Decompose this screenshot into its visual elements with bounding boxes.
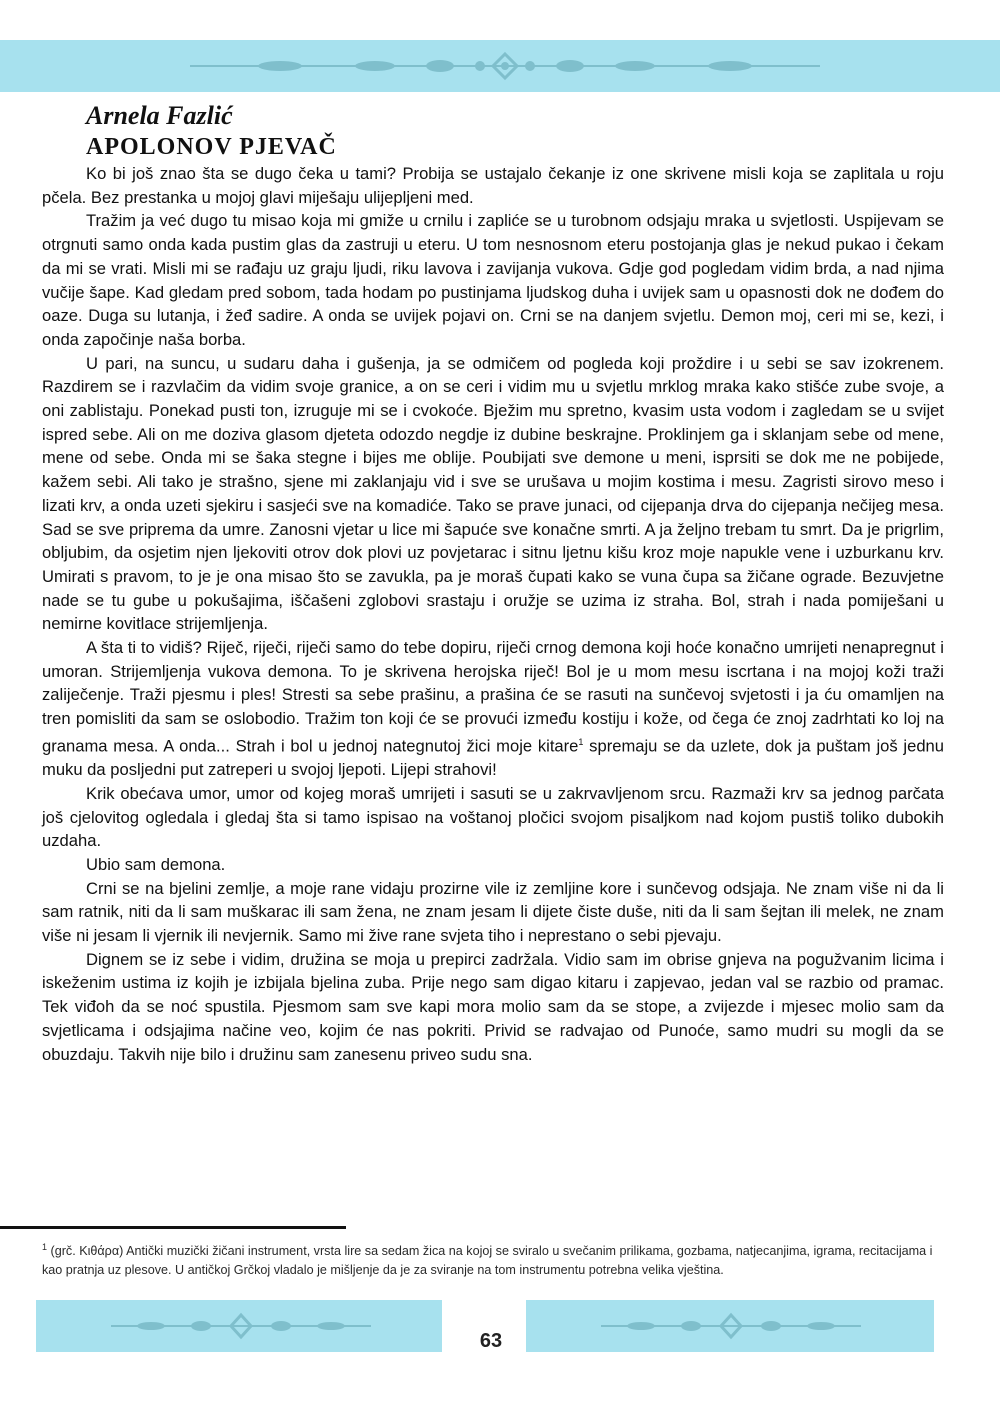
paragraph: Ubio sam demona.: [86, 854, 226, 874]
article-title: APOLONOV PJEVAČ: [86, 134, 337, 160]
paragraph: Krik obećava umor, umor od kojeg moraš umrijeti i sasuti se u zakrvavljenom srcu. Razmaži krv sa jednog parčata još cjelovitog ogledala i gledaj šta si tamo ispisao na voštanoj pločici svojom pisaljkom nad kojom pustiš toliko dubokih uzdaha.: [42, 783, 944, 851]
author-name: Arnela Fazlić: [86, 101, 233, 130]
paragraph-text: spremaju se da uzlete, dok ja puštam još jednu muku da posljedni put zatreperi u svojoj ljepoti. Lijepi strahovi!: [42, 736, 944, 780]
paragraph: Dignem se iz sebe i vidim, družina se moja u prepirci zadržala. Vidio sam im obrise gnjeva na pogužvanim licima i iskeženim ustima iz kojih je izbijala bjelina zuba. Prije nego sam digao kitaru i zapjevao, jedan val se razbio od pramac. Tek viđoh da se noć spustila. Pjesmom sam sve kapi mora molio sam da se stope, a zvijezde i mjesec molio sam da svjetlicama i odsjajima načine veo, kojim će nas pokriti. Privid se radvajao od Punoće, samo mudri su mogli da se obuzdaju. Takvih nije bilo i družinu sam zanesenu priveo sudu sna.: [42, 949, 944, 1064]
article: [42, 100, 944, 1066]
flourish-ornament-icon: [190, 50, 820, 82]
footnote: [42, 1238, 942, 1280]
flourish-ornament-icon: [111, 1312, 371, 1340]
flourish-ornament-icon: [601, 1312, 861, 1340]
paragraph-text: A šta ti to vidiš? Riječ, riječi, riječi samo do tebe dopiru, riječi crnog demona koji hoće konačno umrijeti nenapregnut i umoran. Strijemljenja vukova demona. To je skrivena herojska riječ! Bol je u mom mesu iscrtana i na mojoj koži traži zaliječenje. Traži pjesmu i ples! Stresti sa sebe prašinu, a prašina će se rasuti na sunčevoj svjetosti i ja ću omamljen na tren pomisliti da sam se oslobodio. Tražim ton koji će se provući između kostiju i kože, od čega će znoj zadrhtati ko loj na granama mesa. A onda... Strah i bol u jednoj nategnutoj žici moje kitare: [42, 638, 944, 756]
footer-band-right: [526, 1300, 934, 1352]
footnote-divider: [0, 1226, 346, 1229]
header-band: [0, 40, 1000, 92]
paragraph: Ko bi još znao šta se dugo čeka u tami? Probija se ustajalo čekanje iz one skrivene misli koja se zaplitala u roju pčela. Bez prestanka u mojoj glavi miješaju ulijepljeni med.: [42, 164, 944, 207]
paragraph: Tražim ja već dugo tu misao koja mi gmiže u crnilu i zapliće se u turobnom odsjaju mraka u svjetlosti. Uspijevam se otrgnuti samo onda kada pustim glas da zastruji u eteru. U tom nesnosnom eteru postojanja glas je nekud pukao i čekam da mi se vrati. Misli mi se rađaju uz graju ljudi, riku lavova i zavijanja vukova. Gdje god pogledam vidim brda, a nad njima vučije šape. Kad gledam pred sobom, tada hodam po pustinjama ljudskog duha i uvijek sam u opasnosti dok ne dođem do oaze. Duga su lutanja, i žeđ sadire. A onda se uvijek pojavi on. Crni se na danjem svjetlu. Demon moj, ceri mi se, kezi, i onda započinje naša borba.: [42, 211, 944, 349]
paragraph: [42, 636, 944, 782]
footnote-reference[interactable]: 1: [578, 736, 584, 747]
footnote-mark: 1: [42, 1242, 48, 1252]
footer-band-left: [36, 1300, 442, 1352]
paragraph: U pari, na suncu, u sudaru daha i gušenja, ja se odmičem od pogleda koji proždire i u sebi se sav izokrenem. Razdirem se i razvlačim da vidim svoje granice, a on se ceri i vidim mu u svjetlu mrklog mraka kako stišće zube svoje, a oni zablistaju. Ponekad pusti ton, izruguje mi se i cvokoće. Bježim mu spretno, kvasim usta vodom i zagledam se u svijet ispred sebe. Ali on me doziva glasom djeteta odozdo negdje iz dubine beskrajne. Proklinjem ga i sklanjam sebe od mene, mene od sebe. Onda mi se šaka stegne i bijes me oblije. Poubijati sve demone u meni, isprsiti se dok me ne pobijede, kažem sebi. Ali tako je strašno, sjene mi zaklanjaju vid i sve se urušava u mojim kostima i mesu. Zagristi sirovo meso i lizati krv, a onda uzeti sjekiru i sasjeći sve na komadiće. Tako se prave junaci, od cijepanja drva do cijepanja nečijeg mesa. Sad se sve priprema da umre. Zanosni vjetar u lice mi šapuće sve konačne smrti. A ja željno trebam tu smrt. Da je prigrlim, obljubim, da osjetim njen ljekoviti otrov dok plovi uz povjetarac i sitnu ljetnu kišu kroz moje napukle vene i uzburkanu krv. Umirati s pravom, to je je ona misao što se zavukla, pa je moraš čupati kako se vuna čupa sa žičane ograde. Bezuvjetne nade se tu gube u pokušajima, iščašeni zglobovi srastaju i oružje se uzima iz straha. Bol, strah i nada pomiješani u nemirne kovitlace strijemljenja.: [42, 353, 944, 634]
page-number: 63: [479, 1330, 503, 1352]
paragraph: Crni se na bjelini zemlje, a moje rane vidaju prozirne vile iz zemljine kore i sunčevog odsjaja. Ne znam više ni da li sam ratnik, niti da li sam muškarac ili sam žena, ne znam jesam li dijete čiste duše, niti da li sam šejtan ili melek, ne znam više ni jesam li vjernik ili nevjernik. Samo mi žive rane svjeta tiho i neprestano o sebi pjevaju.: [42, 878, 944, 946]
footnote-text: (grč. Κιθάρα) Antički muzički žičani instrument, vrsta lire sa sedam žica na kojoj se sviralo u svečanim prilikama, gozbama, natjecanjima, igrama, recitacijama i kao pratnja uz plesove. U antičkoj Grčkoj vladalo je mišljenje da je za sviranje na tom instrumentu potrebna velika vještina.: [42, 1244, 933, 1278]
